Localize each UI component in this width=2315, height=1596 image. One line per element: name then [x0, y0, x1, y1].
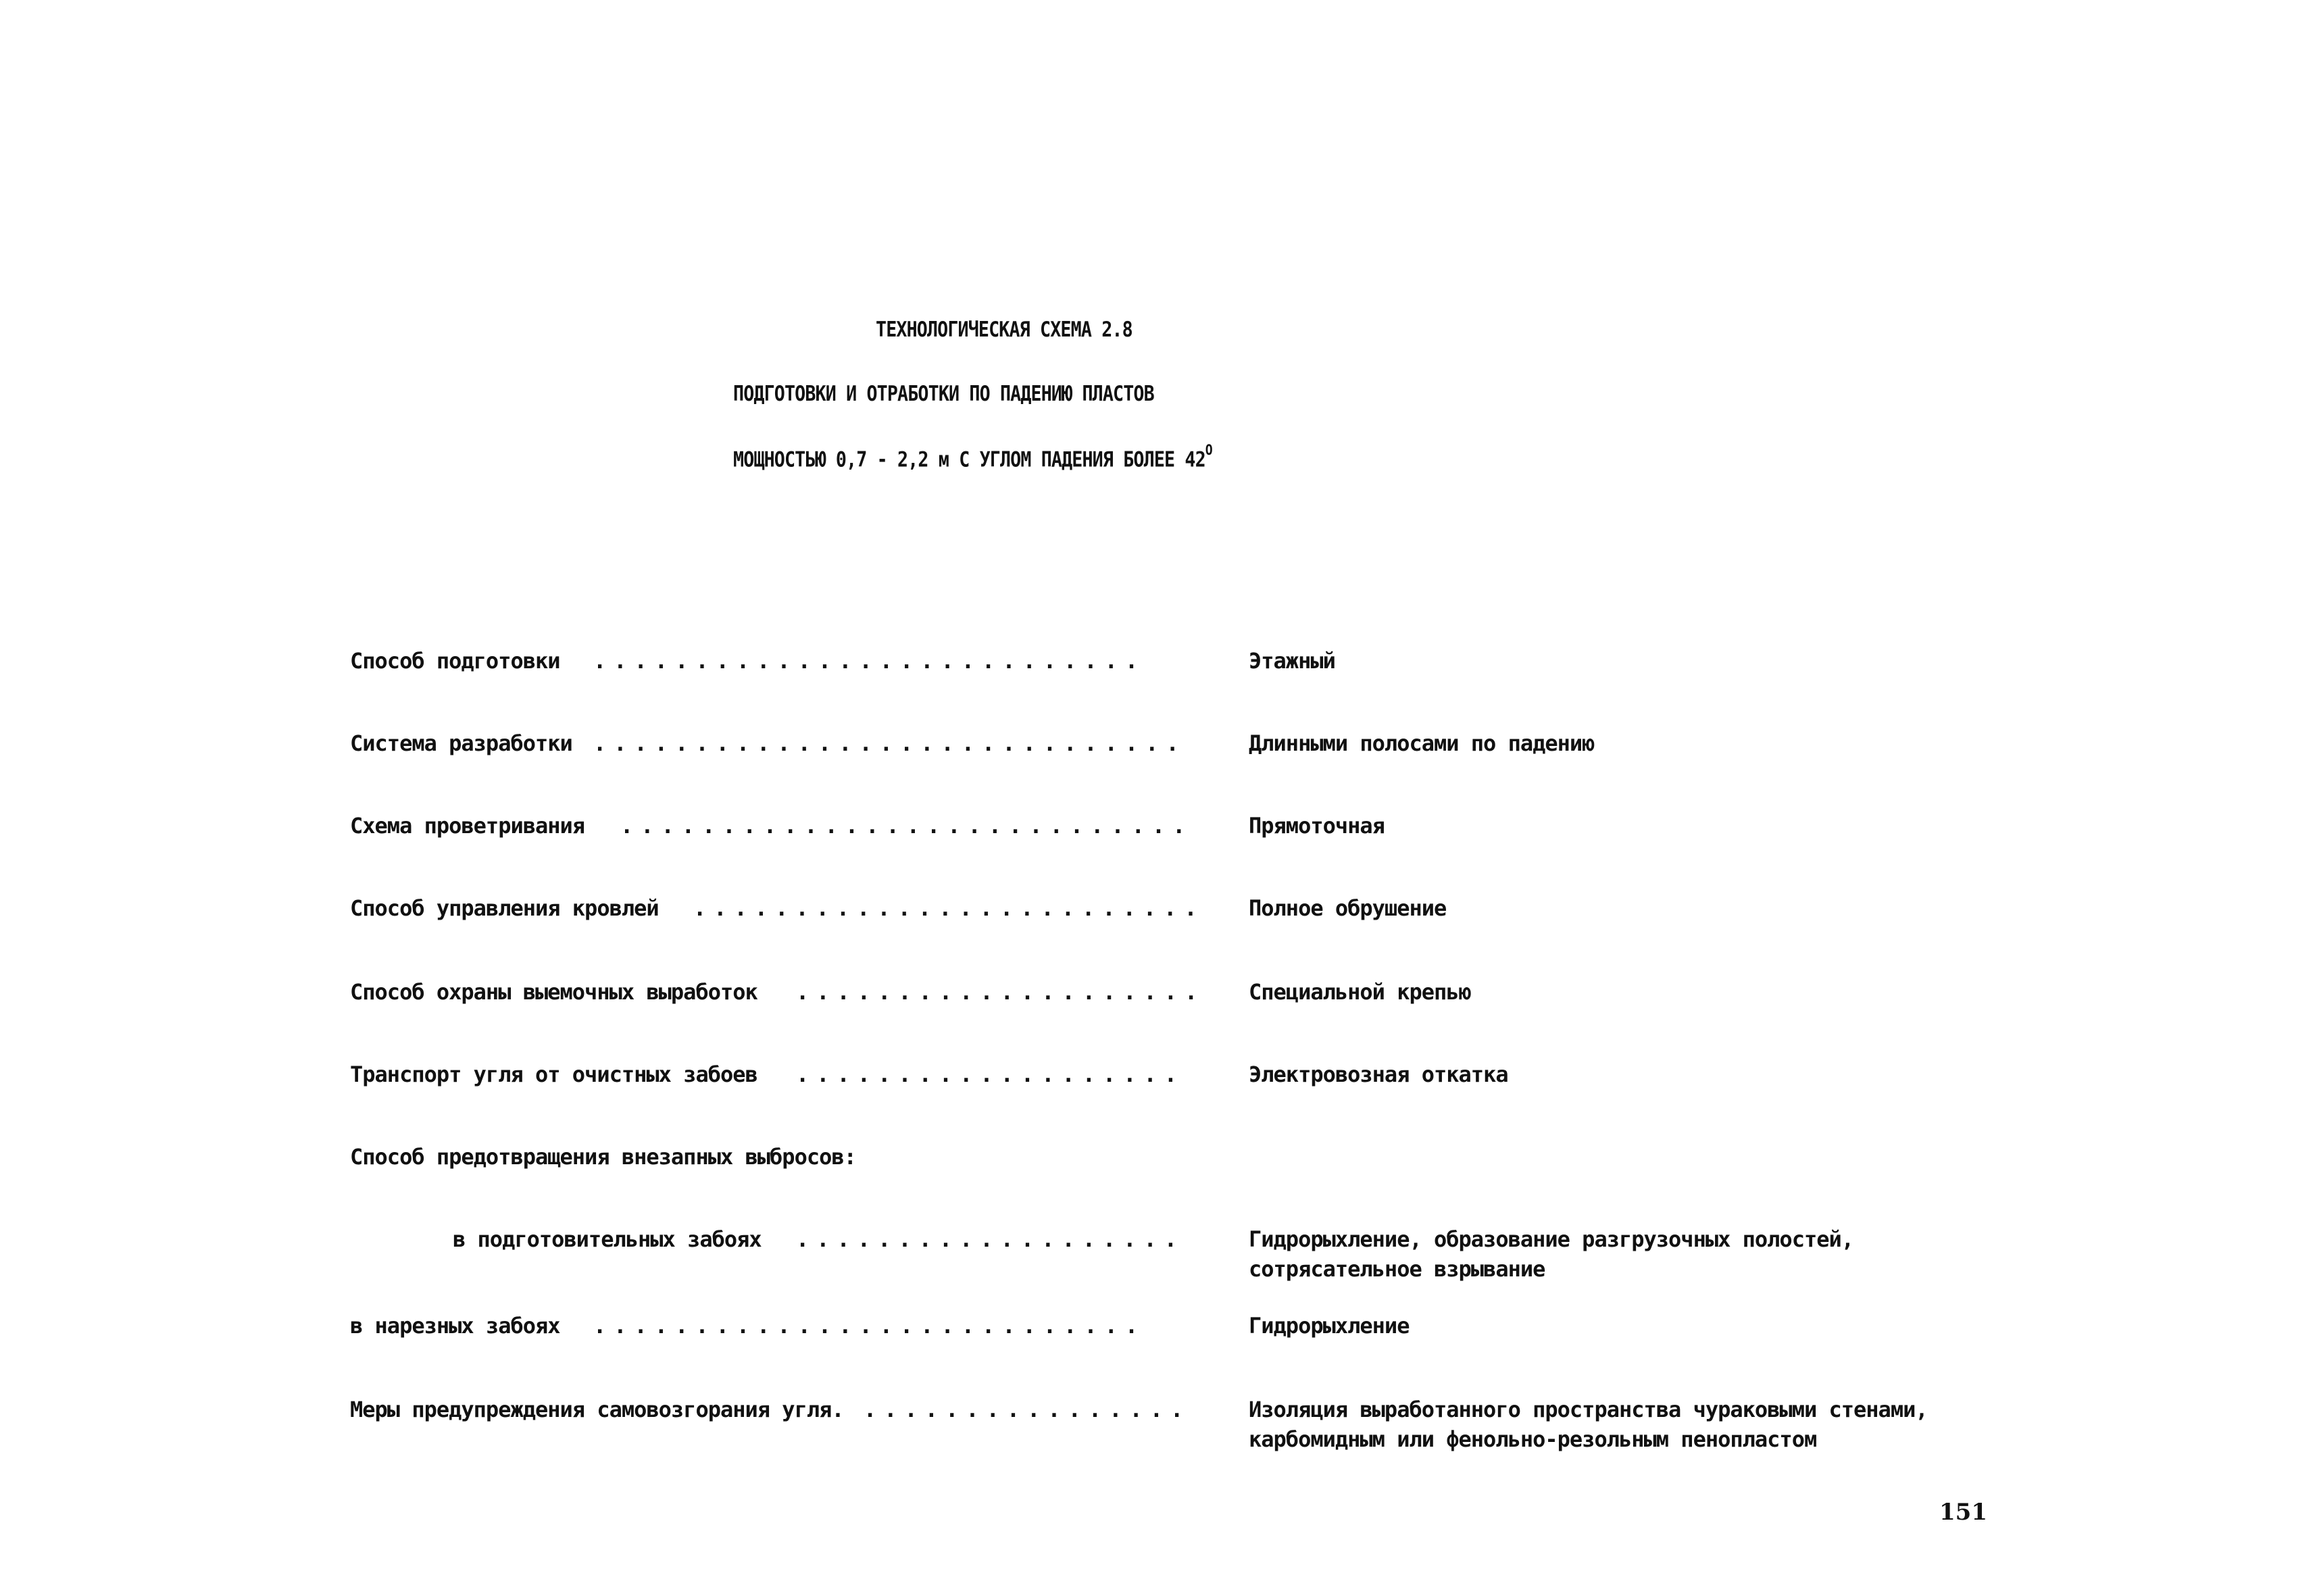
page-number: 151	[1939, 1499, 1987, 1526]
row-label: Меры предупреждения самовозгорания угля.	[350, 1397, 844, 1422]
row-value: Гидрорыхление	[1249, 1313, 1410, 1339]
row-label: Система разработки	[350, 730, 572, 756]
leader-dots: .........................	[693, 895, 1205, 921]
row-label: в подготовительных забоях	[453, 1226, 762, 1252]
row-value: Электровозная откатка	[1249, 1062, 1508, 1087]
leader-dots: ....................	[796, 979, 1205, 1005]
row-label: Способ управления кровлей	[350, 895, 659, 921]
leader-dots: ...........................	[593, 648, 1146, 674]
row-label: Схема проветривания	[350, 813, 585, 839]
row-value: Прямоточная	[1249, 813, 1385, 839]
row-label: в нарезных забоях	[350, 1313, 560, 1339]
row-value-continued: сотрясательное взрывание	[1249, 1256, 1545, 1282]
row-label: Транспорт угля от очистных забоев	[350, 1062, 757, 1087]
row-label: Способ подготовки	[350, 648, 560, 674]
title-line-1: ТЕХНОЛОГИЧЕСКАЯ СХЕМА 2.8	[876, 318, 1132, 342]
row-value: Специальной крепью	[1249, 979, 1471, 1005]
leader-dots: ...................	[796, 1226, 1185, 1252]
row-label: Способ охраны выемочных выработок	[350, 979, 757, 1005]
leader-dots: ...................	[796, 1062, 1185, 1087]
row-label: Способ предотвращения внезапных выбросов:	[350, 1144, 856, 1170]
row-value: Гидрорыхление, образование разгрузочных полостей,	[1249, 1226, 1854, 1252]
leader-dots: ............................	[620, 813, 1193, 839]
row-value: Изоляция выработанного пространства чураковыми стенами,	[1249, 1397, 1928, 1422]
title-line-2: ПОДГОТОВКИ И ОТРАБОТКИ ПО ПАДЕНИЮ ПЛАСТОВ	[733, 382, 1154, 406]
row-value: Этажный	[1249, 648, 1335, 674]
leader-dots: ................	[864, 1397, 1191, 1422]
degree-superscript: О	[1205, 442, 1212, 458]
leader-dots: .............................	[593, 730, 1187, 756]
row-value: Длинными полосами по падению	[1249, 730, 1595, 756]
row-value-continued: карбомидным или фенольно-резольным пенопластом	[1249, 1426, 1817, 1452]
title-line-3: МОЩНОСТЬЮ 0,7 - 2,2 м С УГЛОМ ПАДЕНИЯ БОЛЕЕ $42^О$	[733, 442, 1212, 472]
leader-dots: ...........................	[593, 1313, 1146, 1339]
row-value: Полное обрушение	[1249, 895, 1447, 921]
